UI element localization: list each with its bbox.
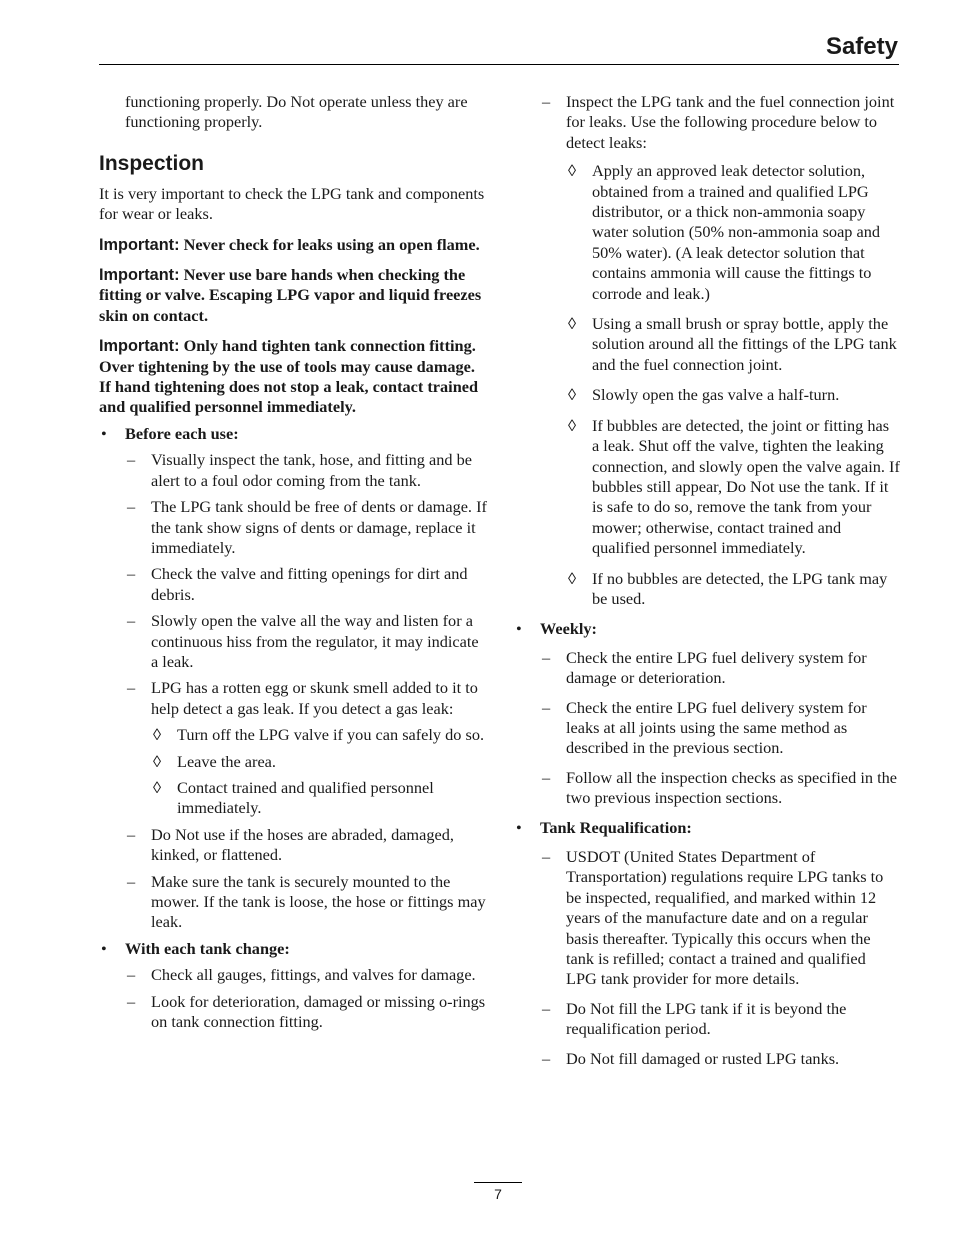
- sub-item: [151, 752, 489, 772]
- sub-item: [566, 569, 900, 610]
- left-column: [99, 92, 489, 1038]
- diamond-marker: ◊: [153, 777, 162, 797]
- important-note: [99, 336, 489, 418]
- list-item-text: Follow all the inspection checks as specified in the two previous inspection sections.: [566, 767, 897, 808]
- dash-marker: –: [127, 991, 136, 1011]
- list-item: [125, 450, 489, 491]
- list-item-text: Do Not fill the LPG tank if it is beyond the requalification period.: [566, 998, 847, 1039]
- bullet-label: Weekly:: [540, 619, 597, 639]
- important-note: [99, 265, 489, 326]
- bullet-tank-change: [99, 939, 489, 1033]
- intro-continuation: functioning properly. Do Not operate unless they are functioning properly.: [125, 92, 468, 132]
- list-item-text: USDOT (United States Department of Transportation) regulations require LPG tanks to be inspected, requalified, and marked within 12 years of the manufacture date and on a regular basis thereafter. Typically this occurs when the tank is refilled; contact a trained and qualified LPG tank provider for more details.: [566, 847, 884, 989]
- dash-marker: –: [127, 824, 136, 844]
- dash-marker: –: [127, 965, 136, 985]
- bullet-label: Tank Requalification:: [540, 817, 692, 837]
- list-item: [125, 965, 489, 985]
- dash-list: [540, 847, 900, 1069]
- diamond-marker: ◊: [568, 161, 577, 181]
- dash-marker: –: [127, 611, 136, 631]
- important-text: Never use bare hands when checking the fitting or valve. Escaping LPG vapor and liquid freezes skin on contact.: [99, 265, 482, 325]
- list-item: [125, 872, 489, 933]
- gas-leak-steps: [151, 725, 489, 819]
- leak-check-steps: [566, 161, 900, 609]
- list-item-text: Check the entire LPG fuel delivery system for damage or deterioration.: [566, 647, 867, 688]
- list-item: [125, 564, 489, 605]
- diamond-marker: ◊: [568, 568, 577, 588]
- sub-item-text: If bubbles are detected, the joint or fitting has a leak. Shut off the valve, tighten the leaking connection, and slowly open the valve again. If bubbles still appear, Do Not use the tank. If it is safe to do so, remove the tank from your mower; otherwise, contact trained and qualified personnel immediately.: [592, 415, 900, 558]
- list-item-text: Do Not use if the hoses are abraded, damaged, kinked, or flattened.: [151, 824, 454, 865]
- list-item-text: LPG has a rotten egg or skunk smell added to it to help detect a gas leak. If you detect a gas leak:: [151, 678, 478, 718]
- dash-marker: –: [542, 92, 551, 111]
- dash-marker: –: [542, 1048, 551, 1068]
- list-item: [540, 768, 900, 809]
- important-text: Never check for leaks using an open flame.: [183, 234, 480, 254]
- dash-marker: –: [127, 450, 136, 470]
- list-item: [125, 825, 489, 866]
- sub-item-text: Slowly open the gas valve a half-turn.: [592, 385, 840, 405]
- page-header-title: Safety: [825, 33, 898, 60]
- important-label: Important:: [99, 337, 180, 356]
- bullet-label: Before each use:: [125, 423, 239, 443]
- list-item-text: Visually inspect the tank, hose, and fitting and be alert to a foul odor coming from the tank.: [151, 450, 472, 490]
- diamond-marker: ◊: [568, 385, 577, 405]
- bullet-marker: •: [101, 423, 107, 443]
- inspection-intro: It is very important to check the LPG tank and components for wear or leaks.: [99, 183, 485, 224]
- bullet-marker: •: [516, 817, 522, 837]
- dash-list: [125, 450, 489, 933]
- dash-list: [125, 965, 489, 1032]
- list-item: [125, 678, 489, 818]
- list-item: [125, 992, 489, 1033]
- important-note: [99, 235, 489, 255]
- list-item: [540, 698, 900, 759]
- diamond-marker: ◊: [568, 415, 577, 435]
- list-item-text: Check all gauges, fittings, and valves for damage.: [151, 965, 476, 985]
- bullet-marker: •: [101, 938, 107, 958]
- dash-list: [540, 648, 900, 809]
- list-item: [540, 847, 900, 990]
- diamond-marker: ◊: [153, 725, 162, 745]
- diamond-marker: ◊: [568, 314, 577, 334]
- bullet-tank-requalification: [514, 818, 900, 1069]
- section-heading: Inspection: [99, 151, 205, 175]
- dash-marker: –: [127, 678, 136, 698]
- sub-item: [151, 778, 489, 819]
- important-label: Important:: [99, 235, 180, 254]
- sub-item-text: Using a small brush or spray bottle, apply the solution around all the fittings of the LPG tank and the fuel connection joint.: [592, 314, 897, 374]
- sub-item: [566, 385, 900, 405]
- sub-item: [566, 314, 900, 375]
- bullet-marker: •: [516, 619, 522, 639]
- list-item: [540, 1049, 900, 1069]
- sub-item-text: Leave the area.: [177, 751, 276, 771]
- dash-marker: –: [127, 564, 136, 584]
- sub-item: [566, 161, 900, 304]
- sub-item-text: Turn off the LPG valve if you can safely do so.: [177, 725, 485, 745]
- important-label: Important:: [99, 266, 180, 285]
- list-item: [125, 611, 489, 672]
- list-item-text: Check the valve and fitting openings for dirt and debris.: [151, 564, 468, 604]
- diamond-marker: ◊: [153, 751, 162, 771]
- dash-marker: –: [542, 647, 551, 667]
- list-item-text: Check the entire LPG fuel delivery system for leaks at all joints using the same method as described in the previous section.: [566, 697, 867, 758]
- dash-marker: –: [127, 497, 136, 517]
- list-item: [540, 999, 900, 1040]
- list-item-leak-check: [514, 92, 900, 609]
- footer-rule: [474, 1182, 522, 1183]
- sub-item-text: Apply an approved leak detector solution, obtained from a trained and qualified LPG distributor, or a thick non-ammonia soapy water solution (50% non-ammonia soap and 50% water). (A leak detector solution that contains ammonia will cause the fittings to corrode and leak.): [592, 161, 881, 303]
- page-number: 7: [494, 1186, 502, 1202]
- dash-marker: –: [127, 871, 136, 891]
- list-item-text: Slowly open the valve all the way and listen for a continuous hiss from the regulator, it may indicate a leak.: [151, 611, 479, 671]
- bullet-weekly: [514, 619, 900, 808]
- dash-marker: –: [542, 998, 551, 1018]
- list-item-text: Look for deterioration, damaged or missing o-rings on tank connection fitting.: [151, 991, 486, 1032]
- sub-item: [151, 725, 489, 745]
- bullet-before-each-use: [99, 424, 489, 933]
- sub-item-text: Contact trained and qualified personnel immediately.: [177, 777, 434, 818]
- dash-marker: –: [542, 767, 551, 787]
- list-item-text: Make sure the tank is securely mounted to the mower. If the tank is loose, the hose or fittings may leak.: [151, 871, 486, 932]
- header-rule: [99, 64, 899, 65]
- right-column: [514, 92, 900, 1075]
- dash-marker: –: [542, 697, 551, 717]
- list-item: [125, 497, 489, 558]
- dash-marker: –: [542, 847, 551, 866]
- sub-item-text: If no bubbles are detected, the LPG tank may be used.: [592, 568, 888, 608]
- important-text: Only hand tighten tank connection fitting. Over tightening by the use of tools may cause damage. If hand tightening does not stop a leak, contact trained and qualified personnel immediately.: [99, 336, 479, 417]
- list-item-text: Do Not fill damaged or rusted LPG tanks.: [566, 1048, 840, 1068]
- bullet-label: With each tank change:: [125, 938, 290, 958]
- list-item: [540, 648, 900, 689]
- list-item-text: The LPG tank should be free of dents or damage. If the tank show signs of dents or damage, replace it immediately.: [151, 497, 487, 557]
- list-item-text: Inspect the LPG tank and the fuel connection joint for leaks. Use the following procedure below to detect leaks:: [566, 92, 895, 152]
- sub-item: [566, 416, 900, 559]
